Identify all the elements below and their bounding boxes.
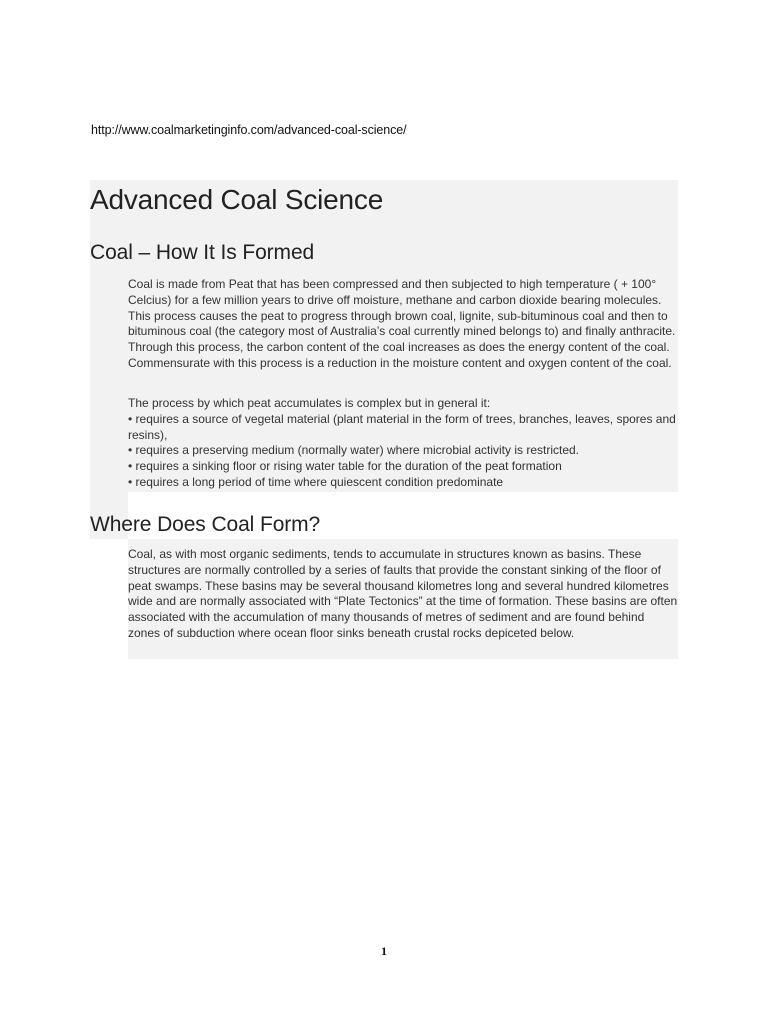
peat-requirements-list — [128, 412, 678, 491]
section-heading-formation: Coal – How It Is Formed — [90, 241, 315, 264]
page-number: 1 — [381, 944, 387, 958]
formation-paragraph: Coal is made from Peat that has been compressed and then subjected to high temperature ( + 100° Celcius) for a few million years to drive off moisture, methane and carbon dioxide bearing molecules. This process causes the peat to progress through brown coal, lignite, sub-bituminous coal and then to bituminous coal (the category most of Australia’s coal currently mined belongs to) and finally anthracite. Through this process, the carbon content of the coal increases as does the energy content of the coal. Commensurate with this process is a reduction in the moisture content and oxygen content of the coal. — [128, 277, 676, 370]
peat-process-block — [128, 396, 678, 491]
list-item: • requires a source of vegetal material (plant material in the form of trees, branches, leaves, spores and resins), — [128, 412, 678, 444]
peat-process-intro: The process by which peat accumulates is complex but in general it: — [128, 396, 491, 410]
list-item: • requires a preserving medium (normally water) where microbial activity is restricted. — [128, 443, 678, 459]
section-heading-where: Where Does Coal Form? — [90, 513, 321, 536]
basins-paragraph: Coal, as with most organic sediments, tends to accumulate in structures known as basins. These structures are normally controlled by a series of faults that provide the constant sinking of the floor of peat swamps. These basins may be several thousand kilometres long and several hundred kilometres wide and are normally associated with “Plate Tectonics” at the time of formation. These basins are often associated with the accumulation of many thousands of metres of sediment and are found behind zones of subduction where ocean floor sinks beneath crustal rocks depiceted below. — [128, 547, 678, 640]
list-item: • requires a sinking floor or rising water table for the duration of the peat formation — [128, 459, 678, 475]
source-url[interactable]: http://www.coalmarketinginfo.com/advanced-coal-science/ — [91, 123, 407, 137]
list-item: • requires a long period of time where quiescent condition predominate — [128, 475, 678, 491]
page-title: Advanced Coal Science — [90, 184, 384, 215]
